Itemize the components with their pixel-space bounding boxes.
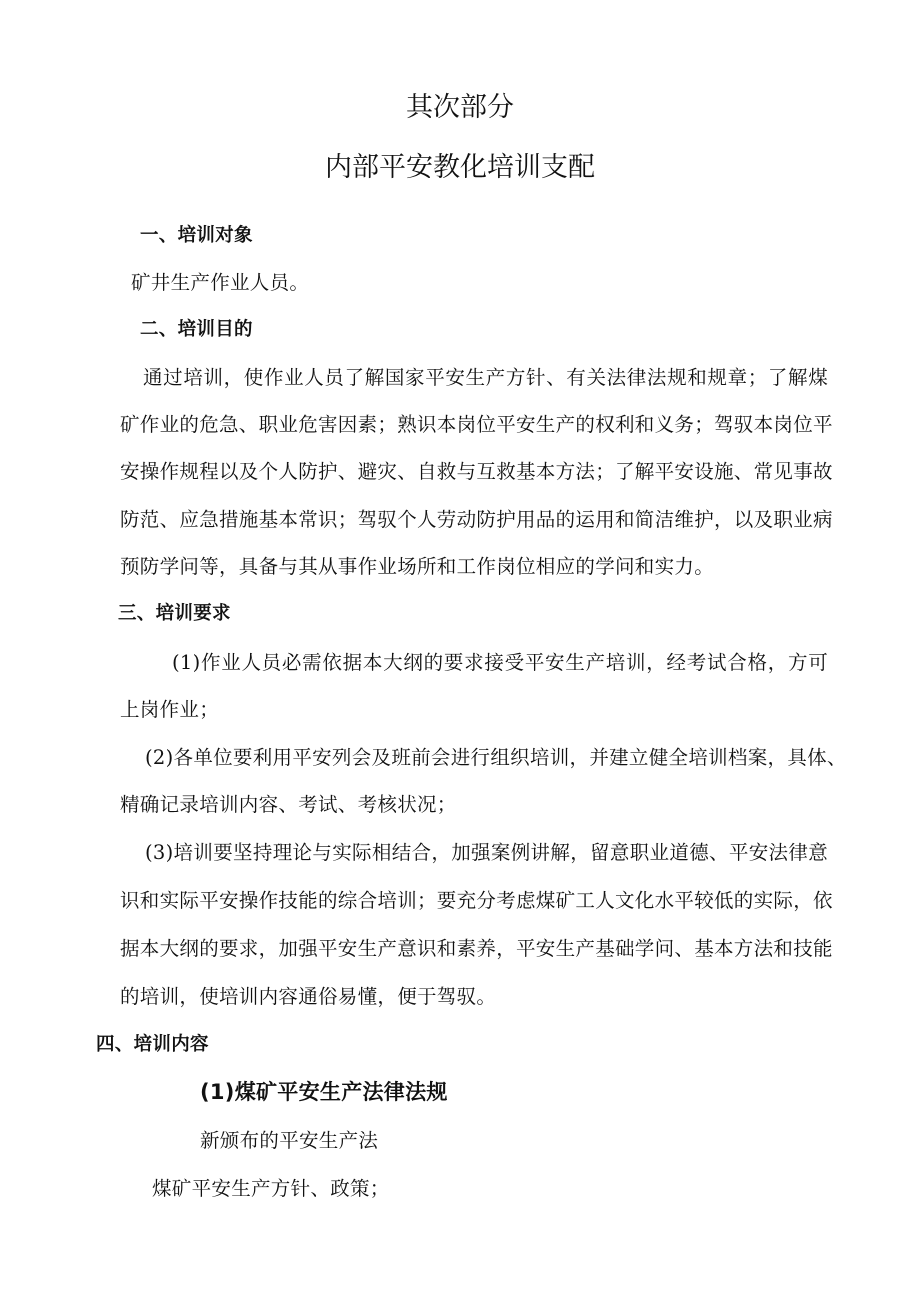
content-item: 新颁布的平安生产法 [200,1129,379,1152]
requirement-item-2-continued: 精确记录培训内容、考试、考核状况； [120,793,457,816]
document-title: 其次部分 [406,92,514,123]
section-heading-training-purpose: 二、培训目的 [140,319,253,340]
requirement-item-1-continued: 上岗作业； [120,698,220,721]
content-item: 煤矿平安生产方针、政策； [152,1177,390,1200]
paragraph-line: 通过培训，使作业人员了解国家平安生产方针、有关法律法规和规章；了解煤 [143,366,828,389]
requirement-item-1: (1)作业人员必需依据本大纲的要求接受平安生产培训，经考试合格，方可 [172,651,828,674]
paragraph-line: 矿作业的危急、职业危害因素；熟识本岗位平安生产的权利和义务；驾驭本岗位平 [120,413,833,436]
section-heading-training-content: 四、培训内容 [96,1034,209,1055]
requirement-item-2: (2)各单位要利用平安列会及班前会进行组织培训，并建立健全培训档案，具体、 [145,746,847,769]
section-heading-training-requirements: 三、培训要求 [118,603,231,624]
requirement-item-3: (3)培训要坚持理论与实际相结合，加强案例讲解，留意职业道德、平安法律意 [145,841,828,864]
section-heading-training-target: 一、培训对象 [140,225,253,246]
section-body-training-target: 矿井生产作业人员。 [131,271,310,294]
content-subheading-laws: (1)煤矿平安生产法律法规 [200,1080,448,1104]
paragraph-line: 安操作规程以及个人防护、避灾、自救与互救基本方法；了解平安设施、常见事故 [120,460,833,483]
paragraph-line: 预防学问等，具备与其从事作业场所和工作岗位相应的学问和实力。 [120,555,715,578]
document-subtitle: 内部平安教化培训支配 [325,152,595,183]
paragraph-line: 防范、应急措施基本常识；驾驭个人劳动防护用品的运用和简洁维护，以及职业病 [120,508,833,531]
requirement-item-3-continued: 识和实际平安操作技能的综合培训；要充分考虑煤矿工人文化水平较低的实际，依 [120,889,833,912]
requirement-item-3-continued: 据本大纲的要求，加强平安生产意识和素养，平安生产基础学问、基本方法和技能 [120,937,833,960]
requirement-item-3-continued: 的培训，使培训内容通俗易懂，便于驾驭。 [120,985,497,1008]
